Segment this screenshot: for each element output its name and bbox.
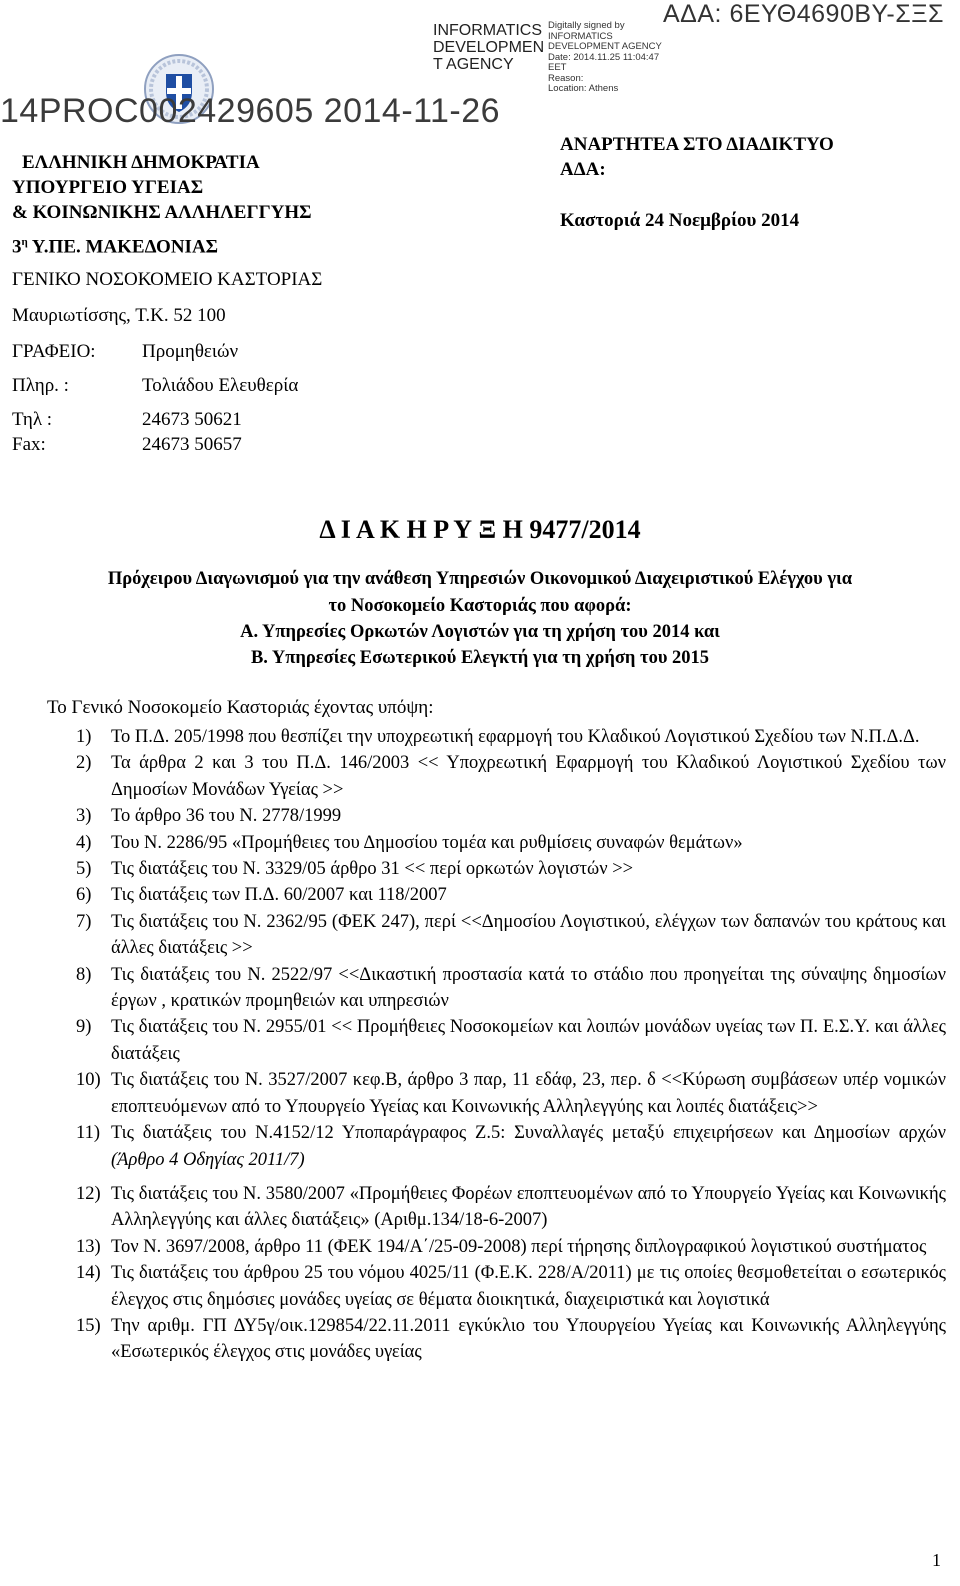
header-hospital: ΓΕΝΙΚΟ ΝΟΣΟΚΟΜΕΙΟ ΚΑΣΤΟΡΙΑΣ	[12, 269, 323, 290]
legal-basis-item	[0, 724, 946, 750]
item-text: Την αριθμ. ΓΠ ΔΥ5γ/οικ.129854/22.11.2011 εγκύκλιο του Υπουργείου Υγείας και Κοινωνικής Αλληλεγγύης «Εσωτερικός έλεγχος στις μονάδες υγείας	[111, 1315, 946, 1363]
fax-label: Fax:	[12, 434, 46, 455]
signer-agency: INFORMATICS DEVELOPMEN T AGENCY	[433, 22, 545, 73]
item-text: Τις διατάξεις του Ν. 2955/01 << Προμήθειες Νοσοκομείων και λοιπών μονάδων υγείας των Π. Ε.Σ.Υ. και άλλες διατάξεις	[111, 1017, 946, 1064]
legal-basis-item	[0, 1234, 946, 1260]
item-text: Τις διατάξεις του Ν. 3329/05 άρθρο 31 << περί ορκωτών λογιστών >>	[111, 859, 634, 880]
legal-basis-item	[0, 909, 946, 962]
header-ministry: ΥΠΟΥΡΓΕΙΟ ΥΓΕΙΑΣ	[12, 177, 204, 198]
subtitle-line-1: Πρόχειρου Διαγωνισμού για την ανάθεση Υπηρεσιών Οικονομικού Διαχειριστικού Ελέγχου για	[107, 569, 853, 589]
item-number: 8)	[76, 964, 92, 985]
office-label: ΓΡΑΦΕΙΟ:	[12, 341, 96, 362]
item-number: 7)	[76, 911, 92, 932]
legal-basis-item	[0, 882, 946, 908]
item-number: 4)	[76, 832, 92, 853]
info-value: Τολιάδου Ελευθερία	[142, 375, 299, 396]
legal-basis-item	[0, 803, 946, 829]
legal-basis-item	[0, 1313, 946, 1366]
legal-basis-item	[0, 1260, 946, 1313]
page-number: 1	[932, 1550, 941, 1570]
header-health-region: $3^\eta$ Υ.ΠΕ. ΜΑΚΕΔΟΝΙΑΣ	[12, 236, 219, 258]
item-number: 11)	[76, 1123, 100, 1144]
office-value: Προμηθειών	[142, 341, 239, 362]
item-text: Το Π.Δ. 205/1998 που θεσπίζει την υποχρεωτική εφαρμογή του Κλαδικού Λογιστικού Σχεδίου των Ν.Π.Δ.Δ.	[111, 727, 920, 747]
item-number: 1)	[76, 727, 92, 747]
item-text: Τον Ν. 3697/2008, άρθρο 11 (ΦΕΚ 194/Α΄/25-09-2008) περί τήρησης διπλογραφικού λογιστικού συστήματος	[111, 1236, 927, 1257]
item-text: Του Ν. 2286/95 «Προμήθειες του Δημοσίου τομέα και ρυθμίσεις συναφών θεμάτων»	[111, 832, 743, 853]
header-republic: ΕΛΛΗΝΙΚΗ ΔΗΜΟΚΡΑΤΙΑ	[22, 152, 260, 173]
legal-basis-item	[0, 856, 946, 882]
legal-basis-item	[0, 830, 946, 856]
tel-value: 24673 50621	[142, 409, 242, 430]
item-number: 9)	[76, 1017, 92, 1038]
ada-code: ΑΔΑ: 6ΕΥΘ4690ΒΥ-ΣΞΣ	[663, 0, 944, 28]
item-text: Τα άρθρα 2 και 3 του Π.Δ. 146/2003 << Υποχρεωτική Εφαρμογή του Κλαδικού Λογιστικού Σχεδίου των Δημοσίων Μονάδων Υγείας >>	[111, 753, 946, 800]
legal-basis-item	[0, 962, 946, 1015]
legal-basis-item	[0, 1014, 946, 1067]
header-ministry-2: & ΚΟΙΝΩΝΙΚΗΣ ΑΛΛΗΛΕΓΓΥΗΣ	[12, 202, 312, 223]
item-number: 15)	[76, 1315, 101, 1336]
legal-basis-item	[0, 1120, 946, 1173]
item-number: 2)	[76, 753, 92, 774]
item-number: 10)	[76, 1070, 101, 1091]
fax-value: 24673 50657	[142, 434, 242, 455]
item-number: 12)	[76, 1183, 101, 1204]
item-number: 13)	[76, 1236, 101, 1257]
item-number: 6)	[76, 885, 92, 906]
item-text: Τις διατάξεις του Ν. 3527/2007 κεφ.Β, άρθρο 3 παρ, 11 εδάφ, 23, περ. δ <<Κύρωση συμβάσεων υπέρ νομικών εποπτευόμενων από το Υπουργείο Υγείας και Κοινωνικής Αλληλεγγύης και λοιπές διατάξεις>>	[111, 1070, 946, 1117]
legal-basis-list	[0, 724, 960, 1366]
document-date: Καστοριά 24 Νοεμβρίου 2014	[560, 210, 800, 231]
legal-basis-item	[0, 750, 946, 803]
item-text: Τις διατάξεις του Ν. 3580/2007 «Προμήθειες Φορέων εποπτευομένων από το Υπουργείο Υγείας και Κοινωνικής Αλληλεγγύης και άλλες διατάξεις» (Αριθμ.134/18-6-2007)	[111, 1183, 946, 1231]
digital-signature-details: Digitally signed by INFORMATICS DEVELOPMENT AGENCY Date: 2014.11.25 11:04:47 EET Reason: Location: Athens	[548, 20, 662, 94]
item-italic-note: (Άρθρο 4 Οδηγίας 2011/7)	[111, 1149, 305, 1170]
intro-paragraph: Το Γενικό Νοσοκομείο Καστοριάς έχοντας υπόψη:	[47, 697, 434, 718]
header-address: Μαυριωτίσσης, Τ.Κ. 52 100	[12, 305, 226, 326]
item-text: Τις διατάξεις του άρθρου 25 του νόμου 4025/11 (Φ.Ε.Κ. 228/Α/2011) με τις οποίες θεσμοθετείται ο εσωτερικός έλεγχος στις δημόσιες μονάδες υγείας σε θέματα διοικητικά, διαχειριστικά και λογιστικά	[111, 1263, 946, 1310]
ada-label: ΑΔΑ:	[560, 159, 606, 180]
subtitle-line-2: το Νοσοκομείο Καστοριάς που αφορά:	[328, 596, 632, 616]
info-label: Πληρ. :	[12, 375, 69, 396]
subtitle-service-a: Α. Υπηρεσίες Ορκωτών Λογιστών για τη χρήση του 2014 και	[240, 622, 720, 642]
legal-basis-item	[0, 1181, 946, 1234]
item-text: Τις διατάξεις του Ν.4152/12 Υποπαράγραφος Ζ.5: Συναλλαγές μεταξύ επιχειρήσεων και Δημοσίων αρχών	[111, 1123, 946, 1144]
item-text: Τις διατάξεις του Ν. 2362/95 (ΦΕΚ 247), περί <<Δημοσίου Λογιστικού, ελέγχων των δαπανών του κράτους και άλλες διατάξεις >>	[111, 911, 946, 959]
item-text: Το άρθρο 36 του Ν. 2778/1999	[111, 806, 342, 827]
tel-label: Τηλ :	[12, 409, 53, 430]
post-online-notice: ΑΝΑΡΤΗΤΕΑ ΣΤΟ ΔΙΑΔΙΚΤΥΟ	[560, 134, 834, 155]
item-text: Τις διατάξεις του Ν. 2522/97 <<Δικαστική προστασία κατά το στάδιο που προηγείται της σύναψης δημοσίων έργων , κρατικών προμηθειών και υπηρεσιών	[111, 964, 946, 1012]
protocol-number: 14PROC002429605 2014-11-26	[0, 92, 501, 130]
item-number: 5)	[76, 859, 92, 880]
declaration-title: Δ Ι Α Κ Η Ρ Υ Ξ Η 9477/2014	[319, 515, 641, 544]
item-number: 14)	[76, 1263, 101, 1284]
item-text: Τις διατάξεις των Π.Δ. 60/2007 και 118/2007	[111, 885, 447, 906]
legal-basis-item	[0, 1067, 946, 1120]
subtitle-service-b: Β. Υπηρεσίες Εσωτερικού Ελεγκτή για τη χρήση του 2015	[250, 648, 710, 668]
item-number: 3)	[76, 806, 92, 827]
